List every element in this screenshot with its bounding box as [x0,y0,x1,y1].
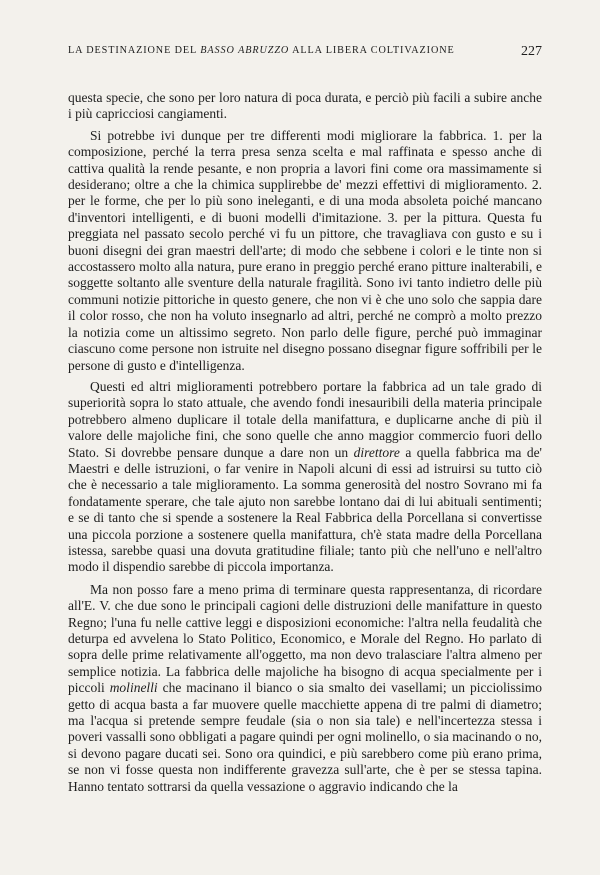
paragraph-text: Ma non posso fare a meno prima di terminare questa rappresentanza, di ricordare all'E. V. che due sono le principali cagioni delle distruzioni delle manifatture in questo Regno; l'una fu nelle cattive leggi e disposizioni economiche: l'altra nella feudalità che deturpa ed avvelena lo Stato Politico, Economico, e Morale del Regno. Ho parlato di sopra delle prime relativamente all'oggetto, ma non devo tralasciare l'altra almeno per semplice notizia. La fabbrica delle majoliche ha bisogno di acqua specialmente per i piccoli [68,581,542,696]
page-number: 227 [521,44,542,59]
paragraph-text: a quella fabbrica ma de' Maestri e delle istruzioni, o far venire in Napoli alcuni di essi ad istruirsi su tutto ciò che è necessario a tale miglioramento. La somma generosità del nostro Sovrano mi fa fondatamente sperare, che tale ajuto non sarebbe lontano dai di lui abituali sentimenti; e se di tanto che si spende a sostenere la Real Fabbrica della Porcellana si convertisse una piccola porzione a sostenere quella manifattura, ch'è stata madre della Porcellana istessa, sarebbe quasi una dovuta gratitudine filiale; tanto più che nell'uno e nell'altro modo il dispendio sarebbe di piccola importanza. [68,444,542,575]
paragraph [68,128,542,374]
paragraph-text: Si potrebbe ivi dunque per tre differenti modi migliorare la fabbrica. 1. per la composizione, perché la terra presa senza scelta e mal raffinata e spesso anche di cattiva qualità la rende pesante, e non propria a lavori fini come ora massimamente si desiderano; oltre a che la chimica supplirebbe de' mezzi effettivi di miglioramento. 2. per le forme, che per lo più sono ineleganti, e di una moda absoleta poiché mancano d'inventori intelligenti, e di buoni modelli d'imitazione. 3. per la pittura. Questa fu preggiata nel passato secolo perché vi fu un pittore, che travagliava con gusto e su i buoni disegni dei gran maestri dell'arte; di modo che sebbene i colori e le tinte non si accostassero molto alla natura, pure erano in preggio perché erano pitture inalterabili, e soggette soltanto alle sventure della naturale fragilità. Sono ivi tanto indietro delle più communi notizie pittoriche in questo genere, che non vi è che uno solo che sappia dare il color rosso, che non ha voluto insegnarlo ad altri, perché ne comprò a molto prezzo la notizia come un altissimo segreto. Non parlo delle figure, perché può immaginar ciascuno come persone non istruite nel disegno possano disegnar figure soffribili per le persone di gusto e d'intelligenza. [68,127,542,373]
paragraph-text: Questi ed altri miglioramenti potrebbero portare la fabbrica ad un tale grado di superiorità sopra lo stato attuale, che avendo fondi inesauribili della materia principale potrebbero almeno duplicare il totale della manifattura, e duplicarne anche di più il valore delle majoliche fini, che sono quelle che anno maggior commercio fuori dello Stato. Si dovrebbe pensare dunque a dare non un [68,378,542,460]
running-title-italic: ABRUZZO [238,45,290,56]
paragraph-text: che macinano il bianco o sia smalto dei vasellami; un picciolissimo getto di acqua basta a far muovere quelle macchiette appena di tre palmi di diametro; ma l'acqua si pretende sempre feudale (sia o non sia tale) e nell'incertezza stessa i poveri vassalli sono obbligati a pagare quindi per ogni molinello, o sia macinando o no, si devono pagare ducati sei. Sono ora quindici, e più sarebbero come più erano prima, se non vi fosse questa non indifferente gravezza sull'arte, che è per se stessa tapina. Hanno tentato sottrarsi da quella vessazione o aggravio indicando che la [68,680,542,794]
paragraph-continuation [68,90,542,123]
running-title [68,45,455,56]
italic-term: molinelli [109,680,158,696]
running-title-italic: BASSO [200,45,235,56]
body-text [68,90,542,800]
running-title-part: ALLA LIBERA COLTIVAZIONE [289,45,455,56]
running-title-part: LA DESTINAZIONE DEL [68,45,201,56]
paragraph-text: questa specie, che sono per loro natura di poca durata, e perciò più facili a subire anche i più capricciosi cangiamenti. [68,90,542,122]
paragraph [68,582,542,795]
paragraph [68,379,542,576]
italic-term: direttore [353,444,400,460]
running-header [68,45,542,65]
